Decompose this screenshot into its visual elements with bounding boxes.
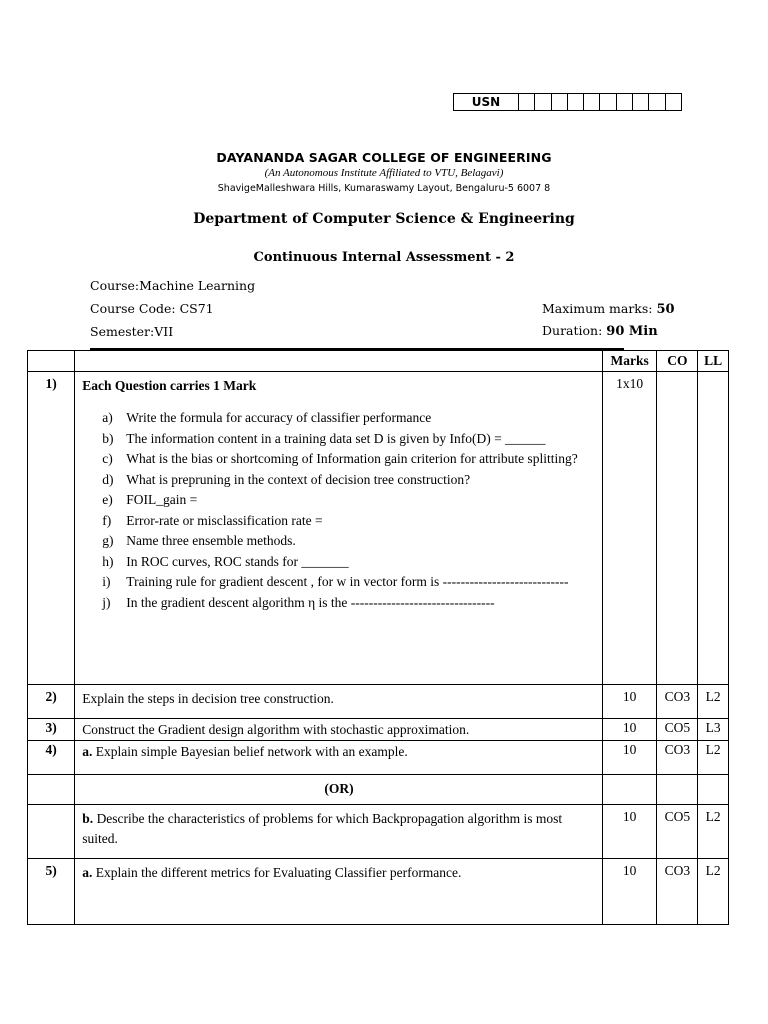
- usn-cell[interactable]: [600, 94, 616, 111]
- question-number: 3): [28, 719, 75, 741]
- question-co: CO5: [657, 719, 698, 741]
- question-ll: L2: [698, 741, 729, 775]
- semester: Semester:VII: [90, 324, 174, 339]
- or-separator: (OR): [75, 775, 603, 805]
- list-item: a) Write the formula for accuracy of classifier performance: [102, 410, 432, 425]
- question-ll: L3: [698, 719, 729, 741]
- college-name: DAYANANDA SAGAR COLLEGE OF ENGINEERING: [216, 150, 552, 165]
- list-item: g) Name three ensemble methods.: [102, 533, 296, 548]
- question-text: [75, 372, 603, 685]
- college-affiliation: (An Autonomous Institute Affiliated to VTU, Belagavi): [264, 167, 504, 179]
- course-code: [90, 301, 214, 316]
- question-heading: Each Question carries 1 Mark: [82, 378, 257, 393]
- course-code-value: CS71: [179, 301, 214, 316]
- duration: [542, 323, 658, 339]
- question-co: CO3: [657, 685, 698, 719]
- marks-header: Marks: [602, 351, 657, 372]
- question-ll: L2: [698, 805, 729, 859]
- question-text: Construct the Gradient design algorithm with stochastic approximation.: [75, 719, 603, 741]
- duration-value: 90 Min: [606, 324, 658, 339]
- list-item: c) What is the bias or shortcoming of Information gain criterion for attribute splitting?: [102, 451, 578, 466]
- question-text: Explain the steps in decision tree construction.: [75, 685, 603, 719]
- course-name: Course:Machine Learning: [90, 278, 256, 293]
- question-ll: L2: [698, 685, 729, 719]
- sub-question-list: [82, 408, 596, 613]
- question-co: CO3: [657, 741, 698, 775]
- usn-cell[interactable]: [551, 94, 567, 111]
- question-marks: 10: [602, 859, 657, 925]
- list-item: i) Training rule for gradient descent , for w in vector form is ----------------------------: [102, 574, 569, 589]
- usn-cell[interactable]: [633, 94, 649, 111]
- table-row: [28, 372, 729, 685]
- question-marks: 10: [602, 719, 657, 741]
- question-marks: 10: [602, 685, 657, 719]
- table-header-row: [28, 351, 729, 372]
- question-ll: L2: [698, 859, 729, 925]
- list-item: e) FOIL_gain =: [102, 492, 198, 507]
- question-marks: 1x10: [602, 372, 657, 685]
- max-marks-label: Maximum marks:: [542, 301, 653, 316]
- usn-box: [453, 93, 682, 111]
- duration-label: Duration:: [542, 323, 603, 338]
- list-item: h) In ROC curves, ROC stands for _______: [102, 553, 349, 569]
- table-row: [28, 805, 729, 859]
- question-text: a. Explain simple Bayesian belief network with an example.: [75, 741, 603, 775]
- list-item: b) The information content in a training data set D is given by Info(D) = ______: [102, 430, 546, 446]
- course-code-label: Course Code:: [90, 301, 176, 316]
- table-row: [28, 859, 729, 925]
- college-address: ShavigeMalleshwara Hills, Kumaraswamy Layout, Bengaluru-5 6007 8: [217, 183, 551, 194]
- table-row: [28, 719, 729, 741]
- table-row: [28, 685, 729, 719]
- usn-cell[interactable]: [584, 94, 600, 111]
- question-number: 2): [28, 685, 75, 719]
- usn-cell[interactable]: [535, 94, 551, 111]
- question-text: b. Describe the characteristics of problems for which Backpropagation algorithm is most suited.: [75, 805, 603, 859]
- ll-header: LL: [698, 351, 729, 372]
- list-item: j) In the gradient descent algorithm η is the --------------------------------: [102, 594, 495, 610]
- question-co: CO5: [657, 805, 698, 859]
- question-text: a. Explain the different metrics for Evaluating Classifier performance.: [75, 859, 603, 925]
- usn-cell[interactable]: [567, 94, 583, 111]
- table-row: [28, 741, 729, 775]
- max-marks-value: 50: [656, 302, 675, 317]
- usn-cell[interactable]: [649, 94, 665, 111]
- table-row: [28, 775, 729, 805]
- list-item: f) Error-rate or misclassification rate =: [102, 512, 323, 528]
- max-marks: [542, 301, 675, 317]
- usn-cell[interactable]: [519, 94, 535, 111]
- question-number: 1): [28, 372, 75, 685]
- question-marks: 10: [602, 741, 657, 775]
- question-number: 4): [28, 741, 75, 775]
- question-marks: 10: [602, 805, 657, 859]
- usn-label: USN: [454, 94, 519, 111]
- co-header: CO: [657, 351, 698, 372]
- question-table: [27, 350, 729, 925]
- exam-title: Continuous Internal Assessment - 2: [253, 250, 515, 265]
- usn-cell[interactable]: [616, 94, 632, 111]
- usn-cell[interactable]: [665, 94, 681, 111]
- question-number: 5): [28, 859, 75, 925]
- list-item: d) What is prepruning in the context of decision tree construction?: [102, 471, 471, 487]
- question-co: CO3: [657, 859, 698, 925]
- department-title: Department of Computer Science & Engineering: [193, 211, 575, 227]
